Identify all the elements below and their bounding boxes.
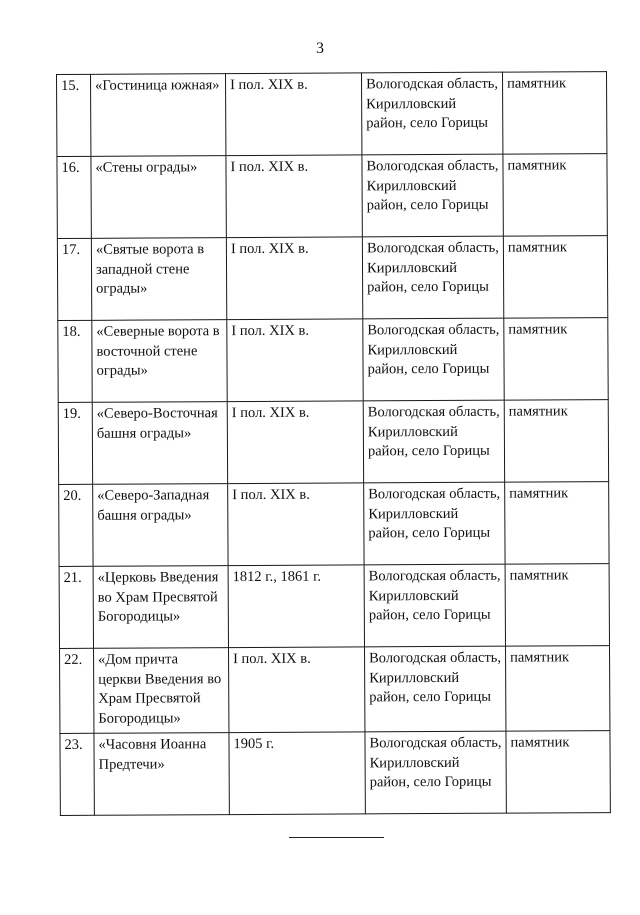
page-number: 3 xyxy=(316,40,324,57)
object-location: Вологодская область, Кирилловский район, село Горицы xyxy=(365,731,506,814)
table-row xyxy=(57,154,607,239)
object-date: 1905 г. xyxy=(229,732,365,815)
row-number: 16. xyxy=(57,156,91,238)
object-location: Вологодская область, Кирилловский район, село Горицы xyxy=(362,236,503,319)
object-location: Вологодская область, Кирилловский район, село Горицы xyxy=(362,154,503,237)
object-date: I пол. XIX в. xyxy=(229,647,365,733)
object-location: Вологодская область, Кирилловский район, село Горицы xyxy=(364,564,505,647)
table-row xyxy=(57,236,607,321)
footer-divider xyxy=(289,837,384,838)
table-row xyxy=(60,730,610,815)
object-name: «Святые ворота в западной стене ограды» xyxy=(91,238,226,321)
object-location: Вологодская область, Кирилловский район, село Горицы xyxy=(363,400,504,483)
object-type: памятник xyxy=(506,730,610,813)
table-row xyxy=(60,646,610,734)
object-name: «Церковь Введения во Храм Пресвятой Богородицы» xyxy=(93,566,228,649)
row-number: 22. xyxy=(60,648,94,733)
object-location: Вологодская область, Кирилловский район, село Горицы xyxy=(361,72,502,155)
object-type: памятник xyxy=(506,646,610,731)
object-date: I пол. XIX в. xyxy=(226,73,362,156)
object-type: памятник xyxy=(505,482,609,565)
object-type: памятник xyxy=(504,400,608,483)
object-name: «Часовня Иоанна Предтечи» xyxy=(94,732,229,815)
object-type: памятник xyxy=(502,72,606,155)
table-row xyxy=(59,564,609,649)
object-type: памятник xyxy=(504,318,608,401)
object-name: «Стены ограды» xyxy=(91,156,226,239)
object-type: памятник xyxy=(503,154,607,237)
object-date: I пол. XIX в. xyxy=(228,483,364,566)
object-date: I пол. XIX в. xyxy=(227,319,363,402)
object-date: I пол. XIX в. xyxy=(227,401,363,484)
object-type: памятник xyxy=(505,564,609,647)
table-row xyxy=(58,400,608,485)
object-name: «Дом причта церкви Введения во Храм Пресвятой Богородицы» xyxy=(94,648,229,734)
object-date: I пол. XIX в. xyxy=(226,237,362,320)
table-row xyxy=(59,482,609,567)
object-name: «Северо-Восточная башня ограды» xyxy=(92,402,227,485)
object-name: «Северо-Западная башня ограды» xyxy=(93,484,228,567)
table-row xyxy=(57,72,607,157)
object-location: Вологодская область, Кирилловский район, село Горицы xyxy=(363,318,504,401)
object-type: памятник xyxy=(503,236,607,319)
object-location: Вологодская область, Кирилловский район, село Горицы xyxy=(364,482,505,565)
object-location: Вологодская область, Кирилловский район, село Горицы xyxy=(365,646,506,732)
row-number: 17. xyxy=(57,238,91,320)
row-number: 20. xyxy=(59,484,93,566)
row-number: 21. xyxy=(59,566,93,648)
object-name: «Гостиница южная» xyxy=(91,74,226,157)
heritage-table xyxy=(56,71,611,816)
object-date: 1812 г., 1861 г. xyxy=(228,565,364,648)
row-number: 19. xyxy=(58,402,92,484)
object-name: «Северные ворота в восточной стене ограды» xyxy=(92,320,227,403)
object-date: I пол. XIX в. xyxy=(226,155,362,238)
row-number: 18. xyxy=(58,320,92,402)
table-row xyxy=(58,318,608,403)
row-number: 23. xyxy=(60,733,94,815)
row-number: 15. xyxy=(57,74,91,156)
